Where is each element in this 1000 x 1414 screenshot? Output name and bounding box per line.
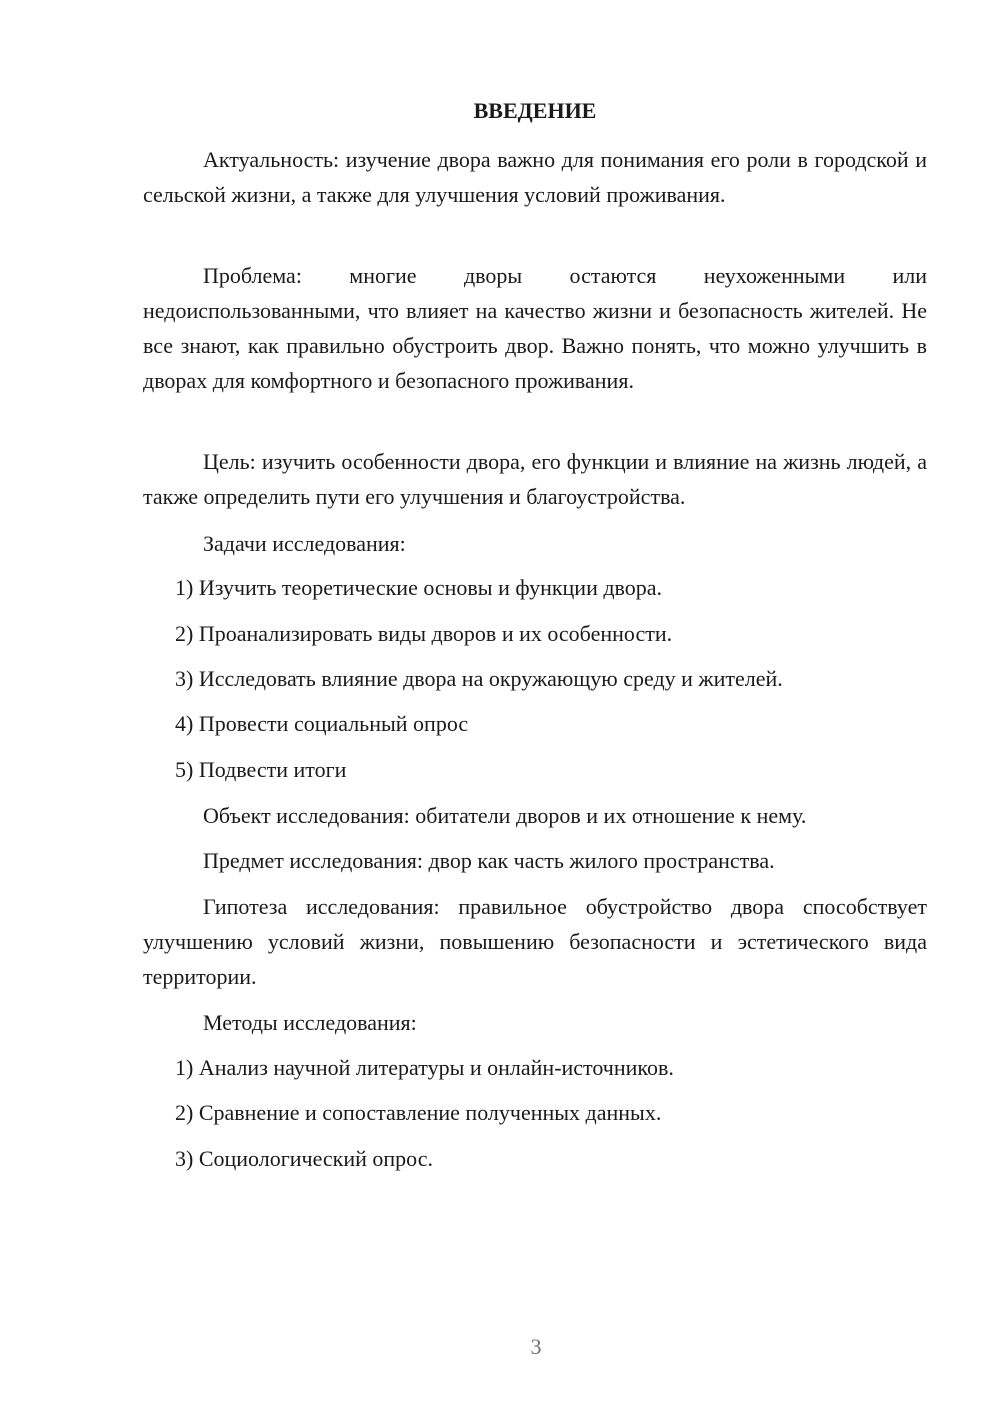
task-item: 2) Проанализировать виды дворов и их особенности. (175, 621, 673, 646)
tasks-heading: Задачи исследования: (203, 531, 406, 556)
task-item: 5) Подвести итоги (175, 757, 347, 782)
problem-paragraph: Проблема: многие дворы остаются неухоженными или недоиспользованными, что влияет на качество жизни и безопасность жителей. Не все знают, как правильно обустроить двор. Важно понять, что можно улучшить в дворах для комфортного и безопасного проживания. (143, 263, 927, 393)
method-item: 1) Анализ научной литературы и онлайн-источников. (175, 1055, 674, 1080)
method-item: 3) Социологический опрос. (175, 1146, 433, 1171)
methods-heading: Методы исследования: (203, 1010, 417, 1035)
page-title: ВВЕДЕНИЕ (473, 98, 597, 123)
method-item: 2) Сравнение и сопоставление полученных данных. (175, 1100, 662, 1125)
page-number: 3 (530, 1334, 542, 1359)
subject-paragraph: Предмет исследования: двор как часть жилого пространства. (203, 848, 775, 873)
goal-paragraph: Цель: изучить особенности двора, его функции и влияние на жизнь людей, а также определить пути его улучшения и благоустройства. (143, 449, 927, 509)
hypothesis-paragraph: Гипотеза исследования: правильное обустройство двора способствует улучшению условий жизни, повышению безопасности и эстетического вида территории. (143, 894, 927, 989)
task-item: 3) Исследовать влияние двора на окружающую среду и жителей. (175, 666, 783, 691)
object-paragraph: Объект исследования: обитатели дворов и их отношение к нему. (203, 803, 807, 828)
task-item: 4) Провести социальный опрос (175, 711, 469, 736)
relevance-paragraph: Актуальность: изучение двора важно для понимания его роли в городской и сельской жизни, а также для улучшения условий проживания. (143, 147, 927, 207)
task-item: 1) Изучить теоретические основы и функции двора. (175, 575, 663, 600)
